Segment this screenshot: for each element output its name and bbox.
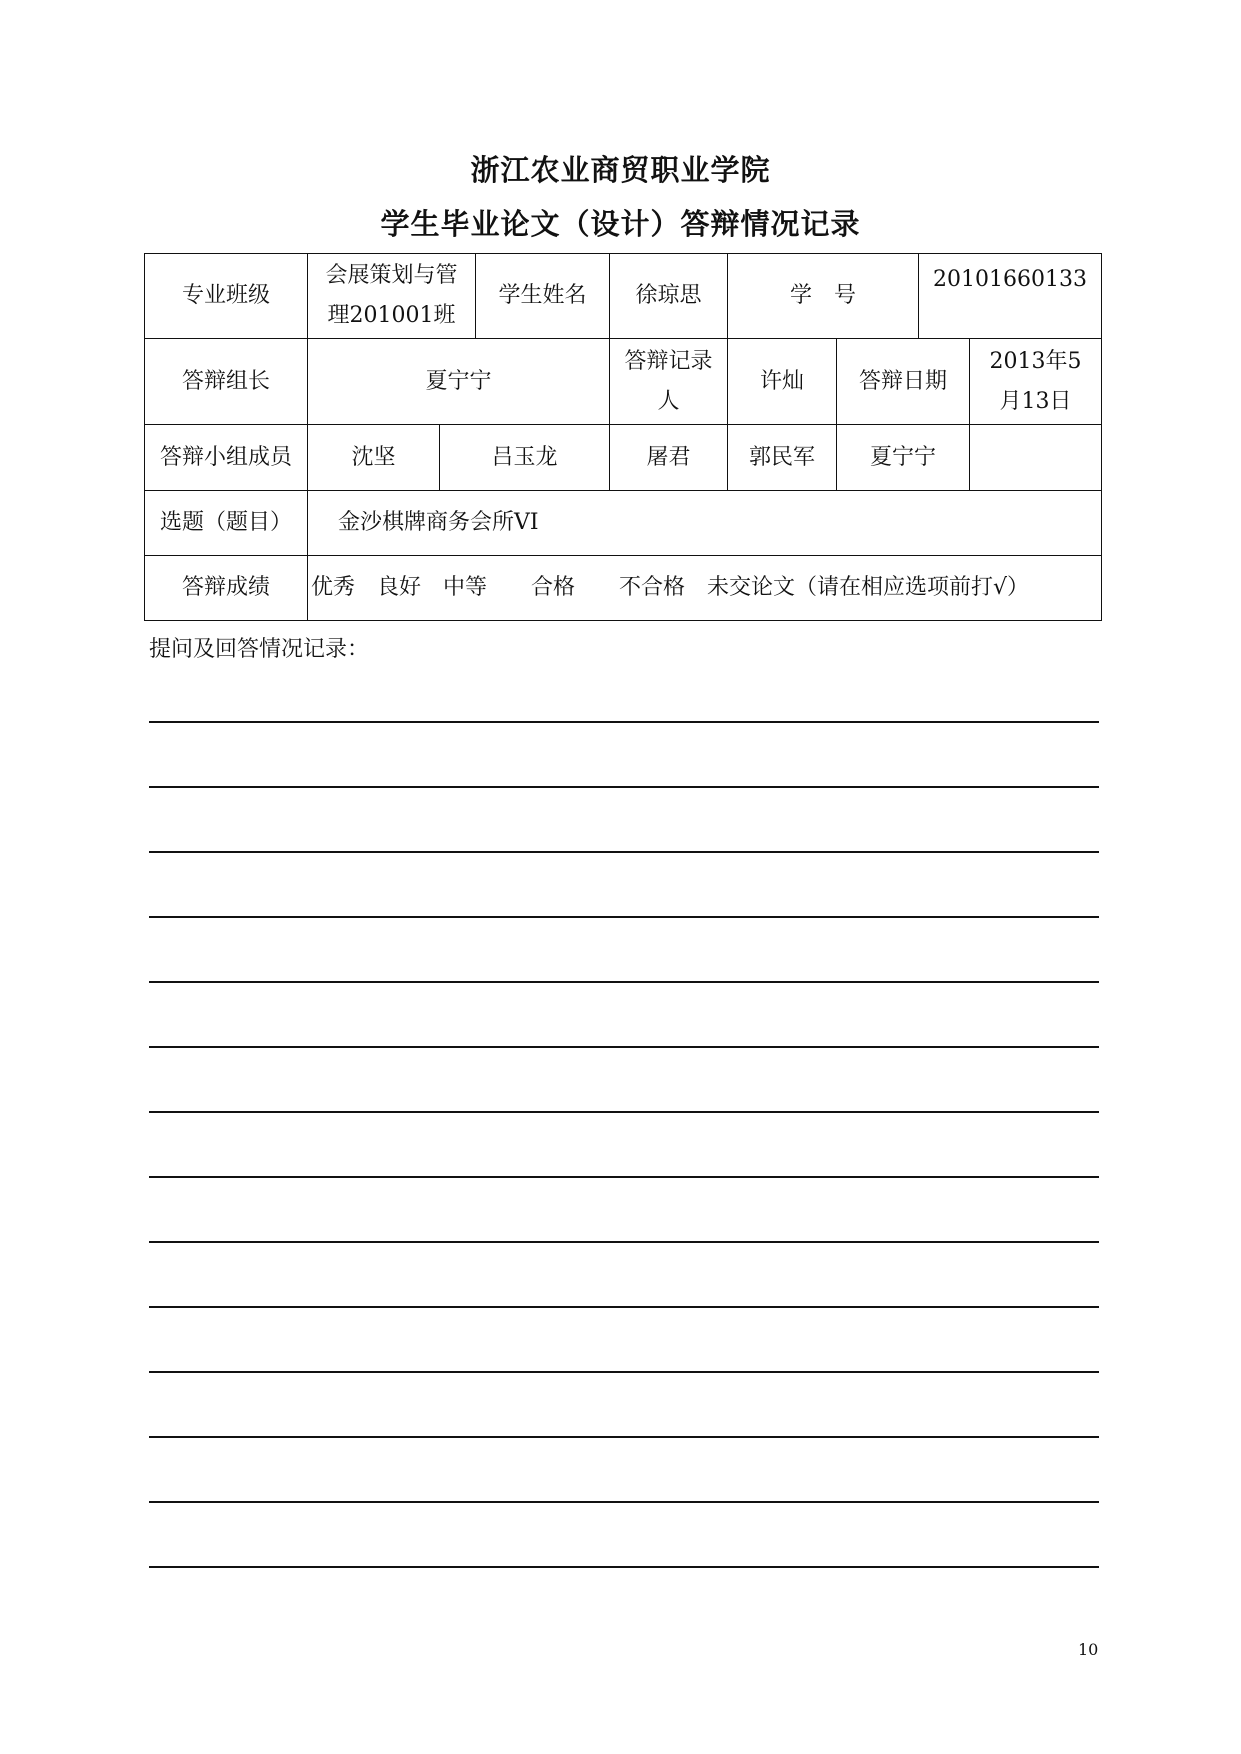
qa-record-caption: 提问及回答情况记录：	[149, 637, 370, 662]
answer-line	[149, 721, 1099, 723]
major-class-label: 专业班级	[144, 253, 308, 339]
student-id-label: 学 号	[727, 253, 919, 339]
answer-line	[149, 981, 1099, 983]
panel-members-label: 答辩小组成员	[144, 424, 308, 491]
grade-options: 优秀 良好 中等 合格 不合格 未交论文（请在相应选项前打√）	[307, 555, 1102, 621]
school-name: 浙江农业商贸职业学院	[470, 153, 771, 187]
answer-line	[149, 1111, 1099, 1113]
panel-member: 吕玉龙	[439, 424, 610, 491]
panel-member: 沈坚	[307, 424, 440, 491]
answer-line	[149, 1046, 1099, 1048]
answer-line	[149, 1371, 1099, 1373]
recorder-value: 许灿	[727, 338, 837, 425]
grade-label: 答辩成绩	[144, 555, 308, 621]
recorder-label: 答辩记录人	[609, 338, 728, 425]
panel-member: 夏宁宁	[836, 424, 970, 491]
answer-line	[149, 1176, 1099, 1178]
panel-member	[969, 424, 1102, 491]
major-class-value: 会展策划与管理201001班	[307, 253, 476, 339]
answer-line	[149, 1566, 1099, 1568]
page-number: 10	[1078, 1640, 1099, 1659]
student-name-label: 学生姓名	[475, 253, 610, 339]
answer-line	[149, 1306, 1099, 1308]
student-name-value: 徐琼思	[609, 253, 728, 339]
answer-line	[149, 1436, 1099, 1438]
answer-line	[149, 1241, 1099, 1243]
defense-leader-label: 答辩组长	[144, 338, 308, 425]
defense-date-value: 2013年5月13日	[969, 338, 1102, 425]
answer-line	[149, 916, 1099, 918]
answer-line	[149, 851, 1099, 853]
form-title: 学生毕业论文（设计）答辩情况记录	[380, 207, 861, 241]
defense-leader-value: 夏宁宁	[307, 338, 610, 425]
panel-member: 郭民军	[727, 424, 837, 491]
topic-value: 金沙棋牌商务会所VI	[307, 490, 1102, 556]
student-id-value: 20101660133	[918, 253, 1102, 339]
panel-member: 屠君	[609, 424, 728, 491]
defense-date-label: 答辩日期	[836, 338, 970, 425]
topic-label: 选题（题目）	[144, 490, 308, 556]
answer-line	[149, 1501, 1099, 1503]
answer-line	[149, 786, 1099, 788]
